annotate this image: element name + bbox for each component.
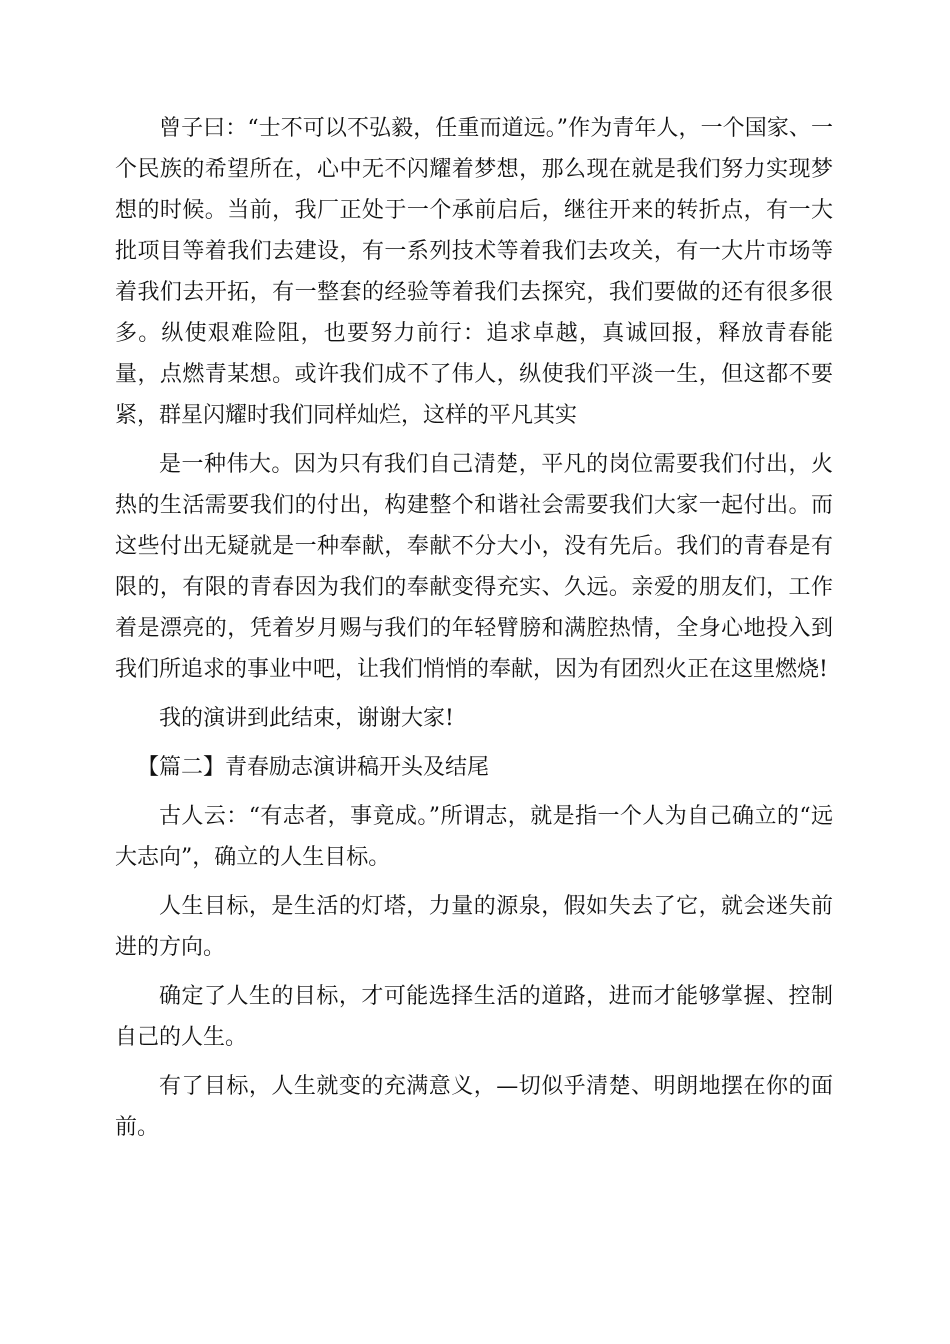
paragraph-zengzi-quote: 曾子曰：“士不可以不弘毅，任重而道远。”作为青年人，一个国家、一个民族的希望所在，心中无不闪耀着梦想，那么现在就是我们努力实现梦想的时候。当前，我厂正处于一个承前启后，继往开来的转折点，有一大批项目等着我们去建设，有一系列技术等着我们去攻关，有一大片市场等着我们去开拓，有一整套的经验等着我们去探究，我们要做的还有很多很多。纵使艰难险阻，也要努力前行：追求卓越，真诚回报，释放青春能量，点燃青某想。或许我们成不了伟人，纵使我们平淡一生，但这都不要紧，群星闪耀时我们同样灿烂，这样的平凡其实 xyxy=(115,116,833,428)
paragraph-ordinary-greatness: 是一种伟大。因为只有我们自己清楚，平凡的岗位需要我们付出，火热的生活需要我们的付出，构建整个和谐社会需要我们大家一起付出。而这些付出无疑就是一种奉献，奉献不分大小，没有先后。我们的青春是有限的，有限的青春因为我们的奉献变得充实、久远。亲爱的朋友们，工作着是漂亮的，凭着岁月赐与我们的年轻臂膀和满腔热情，全身心地投入到我们所追求的事业中吧，让我们悄悄的奉献，因为有团烈火正在这里燃烧! xyxy=(115,452,833,682)
document-body xyxy=(115,108,833,1156)
paragraph-choose-path: 确定了人生的目标，才可能选择生活的道路，进而才能够掌握、控制自己的人生。 xyxy=(115,984,833,1050)
paragraph-closing-thanks: 我的演讲到此结束，谢谢大家! xyxy=(159,706,454,731)
paragraph-meaningful-life: 有了目标，人生就变的充满意义，—切似乎清楚、明朗地摆在你的面前。 xyxy=(115,1074,833,1140)
paragraph-ancient-saying: 古人云：“有志者，事竟成。”所谓志，就是指一个人为自己确立的“远大志向”，确立的人生目标。 xyxy=(115,804,833,870)
paragraph-life-goal-lighthouse: 人生目标，是生活的灯塔，力量的源泉，假如失去了它，就会迷失前进的方向。 xyxy=(115,894,833,960)
section-heading-part-two: 【篇二】青春励志演讲稿开头及结尾 xyxy=(137,755,490,780)
